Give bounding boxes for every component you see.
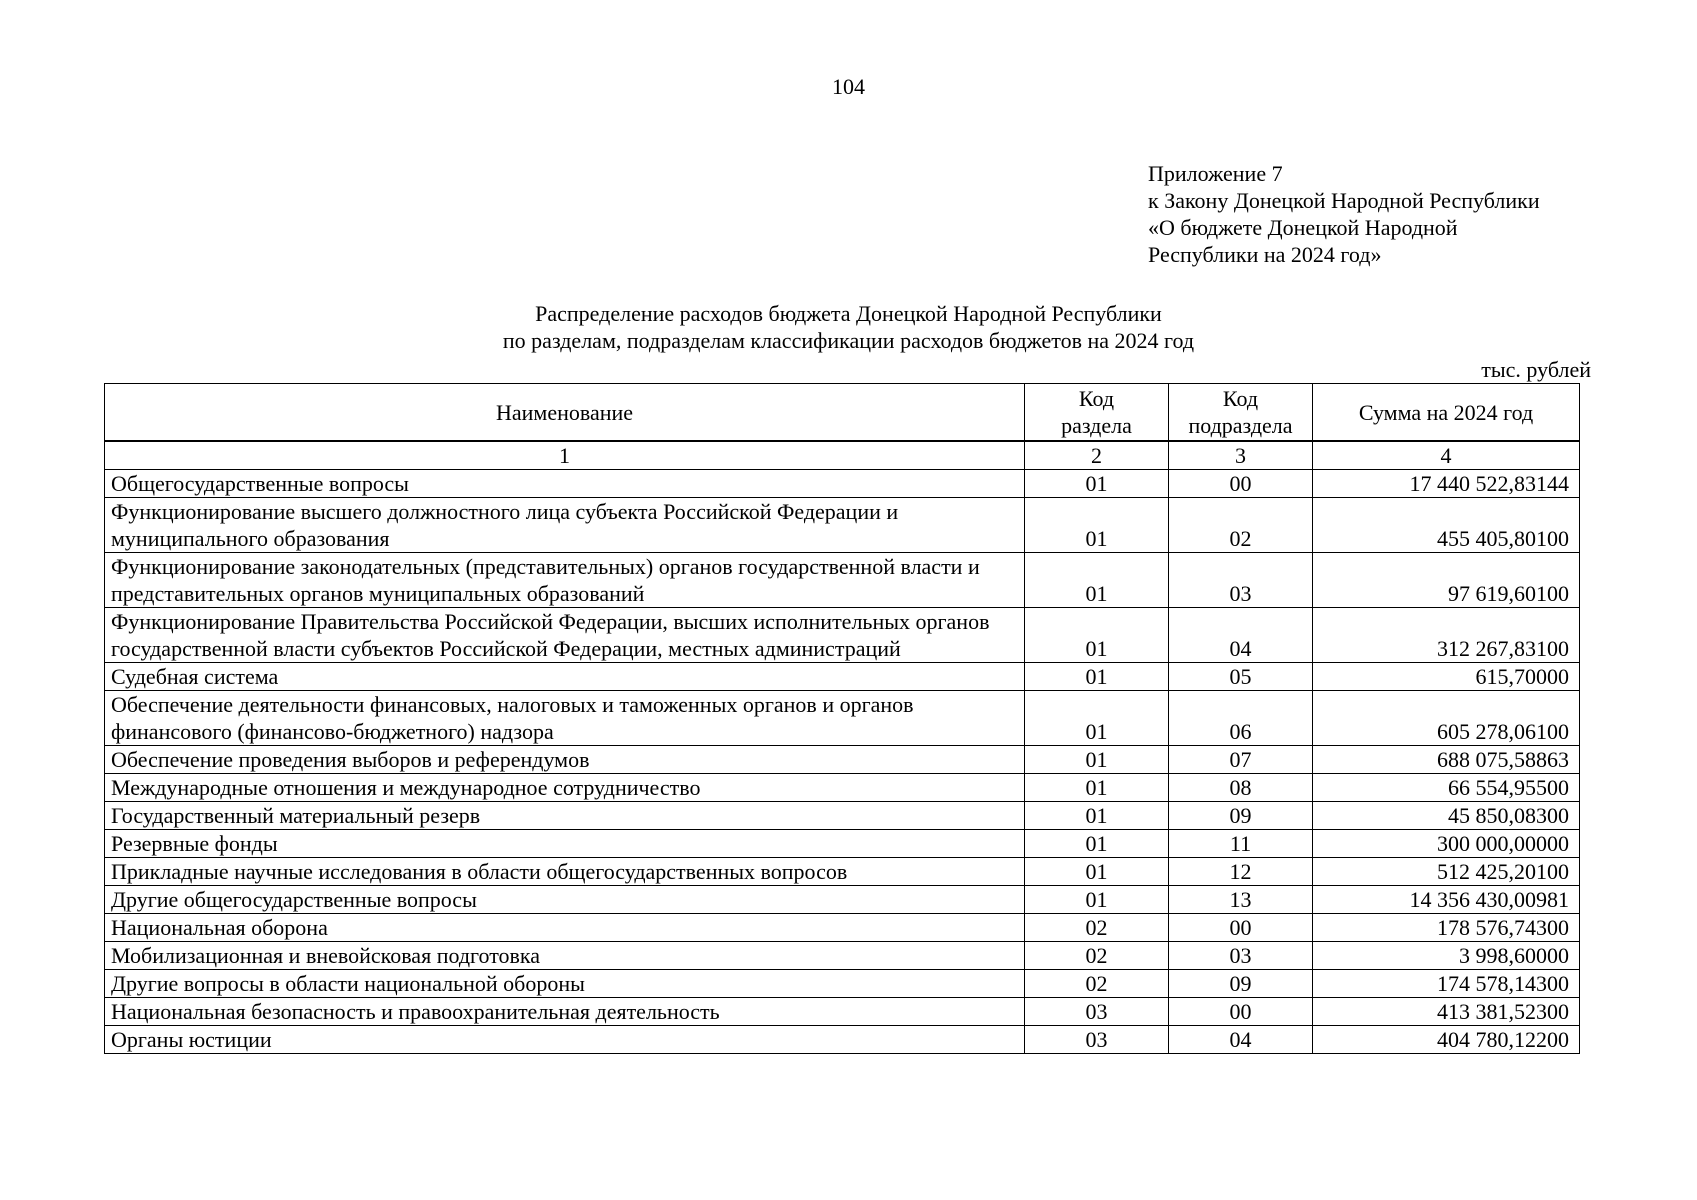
row-subsection-code: 02 [1169, 498, 1313, 553]
header-name: Наименование [105, 384, 1025, 441]
row-sum: 17 440 522,83144 [1313, 470, 1580, 498]
row-section-code: 01 [1025, 830, 1169, 858]
row-section-code: 02 [1025, 914, 1169, 942]
table-row [105, 663, 1580, 691]
row-sum: 178 576,74300 [1313, 914, 1580, 942]
row-subsection-code: 03 [1169, 942, 1313, 970]
row-name: Национальная оборона [105, 914, 1025, 942]
row-section-code: 01 [1025, 802, 1169, 830]
row-section-code: 03 [1025, 998, 1169, 1026]
appendix-block [1148, 160, 1540, 268]
header-text: Код [1078, 386, 1115, 411]
row-section-code: 02 [1025, 970, 1169, 998]
appendix-line: Приложение 7 [1148, 161, 1283, 186]
row-subsection-code: 04 [1169, 608, 1313, 663]
row-name: Мобилизационная и вневойсковая подготовка [105, 942, 1025, 970]
row-sum: 66 554,95500 [1313, 774, 1580, 802]
row-sum: 14 356 430,00981 [1313, 886, 1580, 914]
table-row [105, 998, 1580, 1026]
appendix-line: «О бюджете Донецкой Народной [1148, 215, 1458, 240]
appendix-line: Республики на 2024 год» [1148, 242, 1382, 267]
row-name: Обеспечение проведения выборов и референдумов [105, 746, 1025, 774]
row-section-code: 01 [1025, 691, 1169, 746]
row-sum: 605 278,06100 [1313, 691, 1580, 746]
row-subsection-code: 07 [1169, 746, 1313, 774]
header-section-code [1025, 384, 1169, 441]
table-row [105, 942, 1580, 970]
row-subsection-code: 11 [1169, 830, 1313, 858]
row-subsection-code: 12 [1169, 858, 1313, 886]
row-sum: 174 578,14300 [1313, 970, 1580, 998]
row-sum: 512 425,20100 [1313, 858, 1580, 886]
table-row [105, 746, 1580, 774]
row-section-code: 01 [1025, 498, 1169, 553]
row-sum: 413 381,52300 [1313, 998, 1580, 1026]
row-section-code: 01 [1025, 608, 1169, 663]
table-row [105, 1026, 1580, 1054]
row-sum: 615,70000 [1313, 663, 1580, 691]
row-name: Судебная система [105, 663, 1025, 691]
row-name: Другие общегосударственные вопросы [105, 886, 1025, 914]
table-row [105, 608, 1580, 663]
row-name: Национальная безопасность и правоохранительная деятельность [105, 998, 1025, 1026]
column-number: 4 [1313, 442, 1580, 470]
row-subsection-code: 04 [1169, 1026, 1313, 1054]
row-name: Функционирование законодательных (представительных) органов государственной власти и представительных органов муниципальных образований [105, 553, 1025, 608]
row-subsection-code: 03 [1169, 553, 1313, 608]
row-subsection-code: 09 [1169, 970, 1313, 998]
row-section-code: 01 [1025, 470, 1169, 498]
page-number: 104 [832, 74, 865, 99]
row-subsection-code: 00 [1169, 914, 1313, 942]
row-section-code: 02 [1025, 942, 1169, 970]
row-subsection-code: 00 [1169, 470, 1313, 498]
header-subsection-code [1169, 384, 1313, 441]
column-number: 3 [1169, 442, 1313, 470]
table-row [105, 470, 1580, 498]
row-subsection-code: 05 [1169, 663, 1313, 691]
table-row [105, 553, 1580, 608]
row-name: Резервные фонды [105, 830, 1025, 858]
row-sum: 97 619,60100 [1313, 553, 1580, 608]
row-name: Органы юстиции [105, 1026, 1025, 1054]
row-section-code: 03 [1025, 1026, 1169, 1054]
row-sum: 404 780,12200 [1313, 1026, 1580, 1054]
header-text: Код [1222, 386, 1259, 411]
table-row [105, 691, 1580, 746]
row-section-code: 01 [1025, 886, 1169, 914]
header-text: раздела [1061, 413, 1132, 438]
title-line: Распределение расходов бюджета Донецкой Народной Республики [535, 301, 1162, 326]
row-section-code: 01 [1025, 858, 1169, 886]
row-subsection-code: 08 [1169, 774, 1313, 802]
row-name: Международные отношения и международное сотрудничество [105, 774, 1025, 802]
row-subsection-code: 09 [1169, 802, 1313, 830]
row-name: Другие вопросы в области национальной обороны [105, 970, 1025, 998]
header-text: подраздела [1188, 413, 1293, 438]
units-label: тыс. рублей [1481, 357, 1591, 382]
row-sum: 45 850,08300 [1313, 802, 1580, 830]
row-subsection-code: 13 [1169, 886, 1313, 914]
table-row [105, 774, 1580, 802]
row-section-code: 01 [1025, 774, 1169, 802]
row-name: Функционирование высшего должностного лица субъекта Российской Федерации и муниципального образования [105, 498, 1025, 553]
budget-table [104, 441, 1580, 1054]
appendix-line: к Закону Донецкой Народной Республики [1148, 188, 1540, 213]
table-row [105, 830, 1580, 858]
table-row [105, 802, 1580, 830]
row-name: Обеспечение деятельности финансовых, налоговых и таможенных органов и органов финансового (финансово-бюджетного) надзора [105, 691, 1025, 746]
row-name: Функционирование Правительства Российской Федерации, высших исполнительных органов государственной власти субъектов Российской Федерации, местных администраций [105, 608, 1025, 663]
table-row [105, 886, 1580, 914]
header-sum: Сумма на 2024 год [1313, 384, 1580, 441]
row-sum: 3 998,60000 [1313, 942, 1580, 970]
row-sum: 455 405,80100 [1313, 498, 1580, 553]
row-section-code: 01 [1025, 663, 1169, 691]
row-section-code: 01 [1025, 746, 1169, 774]
row-subsection-code: 00 [1169, 998, 1313, 1026]
row-name: Прикладные научные исследования в области общегосударственных вопросов [105, 858, 1025, 886]
row-subsection-code: 06 [1169, 691, 1313, 746]
row-name: Общегосударственные вопросы [105, 470, 1025, 498]
column-number-row [105, 442, 1580, 470]
row-section-code: 01 [1025, 553, 1169, 608]
document-title [0, 300, 1697, 354]
title-line: по разделам, подразделам классификации расходов бюджетов на 2024 год [502, 328, 1195, 353]
table-row [105, 970, 1580, 998]
column-number: 1 [105, 442, 1025, 470]
table-row [105, 914, 1580, 942]
table-row [105, 858, 1580, 886]
row-sum: 312 267,83100 [1313, 608, 1580, 663]
row-sum: 688 075,58863 [1313, 746, 1580, 774]
table-row [105, 498, 1580, 553]
row-name: Государственный материальный резерв [105, 802, 1025, 830]
column-number: 2 [1025, 442, 1169, 470]
row-sum: 300 000,00000 [1313, 830, 1580, 858]
table-header [104, 383, 1580, 441]
